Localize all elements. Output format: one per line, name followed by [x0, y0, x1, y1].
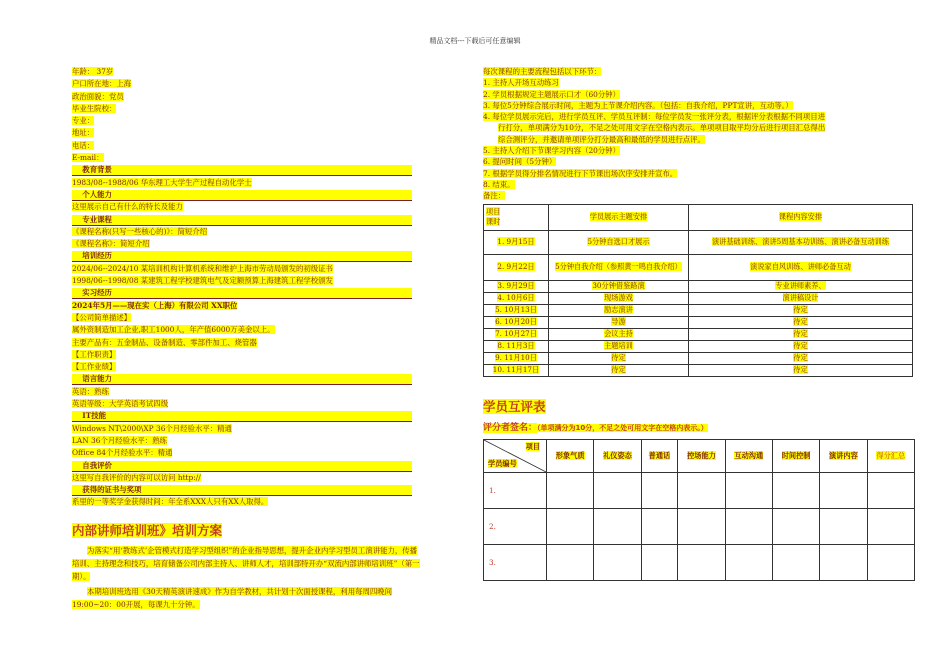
eval-col: 得分汇总 [867, 439, 914, 472]
table-row: 8. 11月3日 主题培训 待定 [484, 340, 913, 352]
eval-sign-line [483, 420, 915, 433]
peer-eval-table [483, 439, 915, 581]
section-internship: 实习经历 [72, 287, 420, 299]
table-row: 2. [484, 508, 915, 544]
intern-item: 主要产品有：五金制品、设备制造、零部件加工、烧管器 [72, 337, 257, 347]
table-row: 1. 9月15日 5分钟自选口才展示 演讲基础训练、演讲5周基本功训练、演讲必备互动训练 [484, 230, 913, 254]
process-step: 1. 主持人开场互动练习 [483, 78, 559, 88]
section-self-eval: 自我评价 [72, 460, 420, 472]
schedule-corner-cell: 项目 课时 [484, 204, 549, 230]
lang-item: 英语：熟练 [72, 386, 109, 396]
info-email: E-mail： [72, 153, 104, 163]
it-item: Office 84个月经验水平：精通 [72, 448, 173, 458]
section-language: 语言能力 [72, 373, 420, 385]
info-politics: 政治面貌：党员 [72, 91, 124, 101]
eval-col: 演讲内容 [820, 439, 867, 472]
eval-col: 控场能力 [678, 439, 725, 472]
table-row: 1. [484, 472, 915, 508]
training-plan-title: 内部讲师培训班》培训方案 [72, 522, 223, 538]
eval-col: 形象气质 [547, 439, 594, 472]
lang-item: 英语等级：大学英语考试四级 [72, 399, 169, 409]
eval-corner-cell: 项目 学员编号 [484, 439, 547, 472]
table-row: 7. 10月27日 会议主持 待定 [484, 328, 913, 340]
self-item: 这里写自我评价的内容可以访问 http:// [72, 472, 201, 482]
intern-item: 属外资制造加工企业,职工1000人，年产值6000万美金以上。 [72, 325, 275, 335]
info-address: 地址： [72, 128, 95, 138]
table-row: 9. 11月10日 待定 待定 [484, 352, 913, 364]
eval-table-title: 学员互评表 [483, 398, 546, 414]
info-hukou: 户口所在地：上海 [72, 79, 132, 89]
process-step: 3. 每位5分钟综合展示时间，主题为上节课介绍内容。（包括：自我介绍，PPT宣讲，互动等。） [483, 100, 793, 110]
cert-item: 系里的一等奖学金获得时间：年全系XXX人只有XX人取得。 [72, 497, 269, 507]
intern-head: 2024年5月——现在实（上海）有限公司 XX职位 [72, 300, 238, 310]
training-item: 2024/06--2024/10 某培训机构计算机系统和维护上海市劳动局颁发的初级证书 [72, 263, 333, 273]
note-label: 备注： [483, 191, 506, 201]
process-step: 6. 提问时间（5分钟） [483, 157, 557, 167]
eval-col: 互动沟通 [725, 439, 772, 472]
schedule-col-theme: 学员展示主题安排 [549, 204, 689, 230]
eval-note: （单项满分为10分，不足之处可用文字在空格内表示。） [537, 423, 708, 432]
section-education: 教育背景 [72, 164, 420, 176]
it-item: Windows NT\2000\XP 36个月经验水平：精通 [72, 423, 232, 433]
table-row: 3. [484, 544, 915, 580]
table-row: 4. 10月6日 现场游戏 演讲稿设计 [484, 292, 913, 304]
table-row: 3. 9月29日 30分钟借鉴路演 专业讲师素养、 [484, 280, 913, 292]
process-step: 2. 学员根据规定主题展示口才（60分钟） [483, 89, 621, 99]
course-item: 《课程名称(只写一些核心的)》：简短介绍 [72, 226, 208, 236]
eval-col: 礼仪姿态 [594, 439, 641, 472]
right-column [483, 66, 915, 581]
it-item: LAN 36个月经验水平：熟练 [72, 435, 167, 445]
table-row: 2. 9月22日 5分钟自我介绍（参照黄一鸣自我介绍） 演说家自风训练、讲师必备互动 [484, 254, 913, 280]
table-row: 5. 10月13日 励志演讲 待定 [484, 304, 913, 316]
info-major: 专业： [72, 116, 95, 126]
edu-item: 1983/08--1988/06 华东理工大学生产过程自动化学士 [72, 177, 252, 187]
course-item: 《课程名称》：简短介绍 [72, 239, 150, 249]
info-phone: 电话： [72, 140, 95, 150]
table-row: 6. 10月20日 导游 待定 [484, 316, 913, 328]
section-training: 培训经历 [72, 250, 420, 262]
ability-item: 这里展示自己有什么的特长及能力 [72, 202, 183, 212]
left-column [72, 66, 420, 611]
process-step: 8. 结束。 [483, 179, 515, 189]
intern-item: 【工作业绩】 [72, 362, 117, 372]
schedule-table [483, 204, 913, 377]
section-ability: 个人能力 [72, 189, 420, 201]
plan-paragraph-1: 为落实“用‘教练式’企管模式打造学习型组织”的企业指导思想，提升企业内学习型员工演讲能力，传播培训、主持理念和技巧，培育储备公司内部主持人、讲师人才，培训部特开办“双流内部讲师培训班”（第一期）。 [72, 545, 420, 581]
info-school: 毕业生院校： [72, 103, 117, 113]
eval-header-row [484, 439, 915, 472]
section-course: 专业课程 [72, 214, 420, 226]
process-step: 4. 每位学员展示完后，进行学员互评、学员互评制：每位学员发一张评分表，根据评分表根据不同项目进 [483, 112, 825, 122]
eval-col: 时间控制 [772, 439, 819, 472]
intern-item: 【工作职责】 [72, 349, 117, 359]
table-row: 10. 11月17日 待定 待定 [484, 364, 913, 376]
info-age: 年龄： 37岁 [72, 67, 114, 76]
schedule-col-content: 课程内容安排 [689, 204, 913, 230]
process-step: 7. 根据学员得分排名情况进行下节课出场次序安排并宣布。 [483, 168, 678, 178]
eval-col: 普通话 [641, 439, 678, 472]
section-it: IT技能 [72, 410, 420, 422]
schedule-header-row [484, 204, 913, 230]
intern-item: 【公司简单描述】 [72, 312, 132, 322]
plan-paragraph-2: 本期培训班选用《30天精英演讲速成》作为自学教材，共计划十次面授课程，利用每周四晚间19:00~20：00开展，每课九十分钟。 [72, 586, 393, 609]
process-step: 5. 主持人介绍下节课学习内容（20分钟） [483, 146, 621, 156]
process-step-cont: 行打分，单项满分为10分，不足之处可用文字在空格内表示。单项项目取平均分后进行项目汇总得出 [498, 123, 826, 133]
eval-sign-label: 评分者签名： [483, 422, 538, 433]
section-certificates: 获得的证书与奖项 [72, 484, 420, 496]
process-step-cont: 综合测评分，并邀请单项评分打分最高和最低的学员进行点评。 [498, 134, 705, 144]
page-header: 精品文档---下载后可任意编辑 [429, 37, 521, 45]
training-item: 1998/06--1998/08 某建筑工程学校建筑电气及定额预算上海建筑工程学校颁发 [72, 276, 333, 286]
process-intro: 每次课程的主要流程包括以下环节： [483, 67, 602, 76]
